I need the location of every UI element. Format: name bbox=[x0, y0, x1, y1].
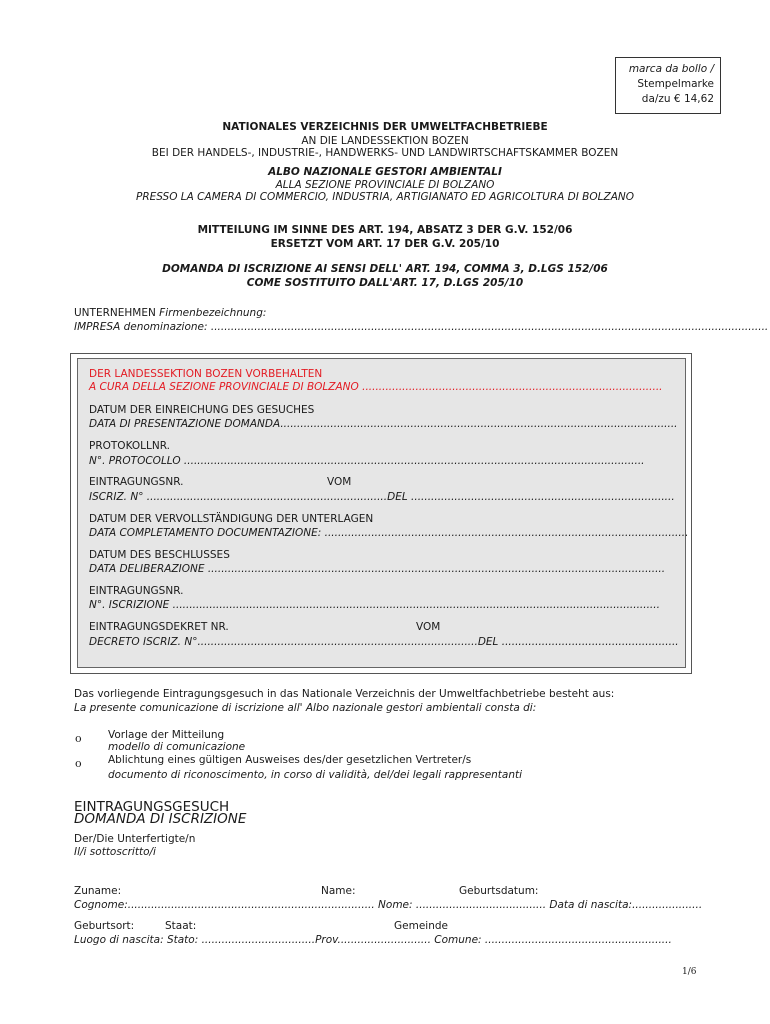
application-title-de: EINTRAGUNGSGESUCH bbox=[74, 799, 230, 815]
office-reserved-it: A CURA DELLA SEZIONE PROVINCIALE DI BOLZANO .......................................................................................... bbox=[89, 381, 663, 393]
stamp-line-1: marca da bollo / bbox=[628, 63, 714, 75]
signer-de: Der/Die Unterfertigte/n bbox=[74, 833, 196, 845]
reg-number-field[interactable]: N°. ISCRIZIONE .................................................................................................................................................. bbox=[89, 599, 660, 611]
birthplace-label: Geburtsort: bbox=[74, 920, 135, 932]
registration-no-de: EINTRAGUNGSNR. bbox=[89, 476, 184, 488]
item-2-de: Ablichtung eines gültigen Ausweises des/der gesetzlichen Vertreter/s bbox=[108, 754, 472, 766]
decree-vom: VOM bbox=[416, 621, 441, 633]
person-line-2-field[interactable]: Luogo di nascita: Stato: ..................................Prov............................ Comune: ........................................................ bbox=[74, 934, 672, 946]
company-de-label-row bbox=[74, 307, 266, 319]
submission-date-de: DATUM DER EINREICHUNG DES GESUCHES bbox=[89, 404, 315, 416]
name-label: Name: bbox=[321, 885, 356, 897]
subject-de-line-1: MITTEILUNG IM SINNE DES ART. 194, ABSATZ 3 DER G.V. 152/06 bbox=[197, 224, 573, 236]
decree-field[interactable]: DECRETO ISCRIZ. N°....................................................................................DEL ..................................................... bbox=[89, 636, 679, 648]
signer-it: Il/i sottoscritto/i bbox=[74, 846, 156, 858]
page-number: 1/6 bbox=[682, 967, 697, 977]
birthdate-label: Geburtsdatum: bbox=[459, 885, 539, 897]
checkbox-bullet[interactable]: o bbox=[75, 757, 82, 770]
header-it-line-3: PRESSO LA CAMERA DI COMMERCIO, INDUSTRIA, ARTIGIANATO ED AGRICOLTURA DI BOLZANO bbox=[135, 191, 634, 203]
subject-it-line-1: DOMANDA DI ISCRIZIONE AI SENSI DELL' ART. 194, COMMA 3, D.LGS 152/06 bbox=[162, 263, 608, 275]
stamp-line-2: Stempelmarke bbox=[637, 78, 714, 90]
item-2-it: documento di riconoscimento, in corso di validità, del/dei legali rappresentanti bbox=[108, 769, 523, 781]
header-de-title: NATIONALES VERZEICHNIS DER UMWELTFACHBETRIEBE bbox=[222, 121, 548, 133]
subject-it-line-2: COME SOSTITUITO DALL'ART. 17, D.LGS 205/10 bbox=[246, 277, 524, 289]
state-label: Staat: bbox=[165, 920, 197, 932]
completion-date-de: DATUM DER VERVOLLSTÄNDIGUNG DER UNTERLAGEN bbox=[89, 513, 374, 525]
registration-field[interactable]: ISCRIZ. N° ........................................................................DEL ............................................................................... bbox=[89, 491, 675, 503]
application-title-it: DOMANDA DI ISCRIZIONE bbox=[74, 811, 247, 827]
composition-de: Das vorliegende Eintragungsgesuch in das Nationale Verzeichnis der Umweltfachbetriebe besteht aus: bbox=[74, 688, 615, 700]
company-de-label: UNTERNEHMEN bbox=[74, 307, 156, 319]
surname-label: Zuname: bbox=[74, 885, 122, 897]
header-it-title: ALBO NAZIONALE GESTORI AMBIENTALI bbox=[268, 166, 502, 178]
checkbox-bullet[interactable]: o bbox=[75, 732, 82, 745]
header-de-line-2: AN DIE LANDESSEKTION BOZEN bbox=[301, 135, 469, 147]
stamp-line-3: da/zu € 14,62 bbox=[641, 93, 714, 105]
reg-number-de: EINTRAGUNGSNR. bbox=[89, 585, 184, 597]
item-1-de: Vorlage der Mitteilung bbox=[108, 729, 225, 741]
protocol-field[interactable]: N°. PROTOCOLLO .......................................................................................................................................... bbox=[89, 455, 645, 467]
header-de-line-3: BEI DER HANDELS-, INDUSTRIE-, HANDWERKS- UND LANDWIRTSCHAFTSKAMMER BOZEN bbox=[151, 147, 619, 159]
composition-it: La presente comunicazione di iscrizione all' Albo nazionale gestori ambientali consta di: bbox=[74, 702, 537, 714]
completion-date-field[interactable]: DATA COMPLETAMENTO DOCUMENTAZIONE: ............................................................................................................. bbox=[89, 527, 689, 539]
registration-vom: VOM bbox=[327, 476, 352, 488]
header-it-line-2: ALLA SEZIONE PROVINCIALE DI BOLZANO bbox=[275, 179, 495, 191]
item-1-it: modello di comunicazione bbox=[108, 741, 246, 753]
company-name-field[interactable]: IMPRESA denominazione: ....................................................................................................................................................................... bbox=[74, 321, 769, 333]
subject-de-line-2: ERSETZT VOM ART. 17 DER G.V. 205/10 bbox=[270, 238, 500, 250]
stamp-box bbox=[615, 57, 721, 114]
municipality-label: Gemeinde bbox=[394, 920, 448, 932]
office-reserved-de: DER LANDESSEKTION BOZEN VORBEHALTEN bbox=[89, 368, 323, 380]
decree-no-de: EINTRAGUNGSDEKRET NR. bbox=[89, 621, 229, 633]
protocol-de: PROTOKOLLNR. bbox=[89, 440, 170, 452]
resolution-date-field[interactable]: DATA DELIBERAZIONE ......................................................................................................................................... bbox=[89, 563, 666, 575]
submission-date-field[interactable]: DATA DI PRESENTAZIONE DOMANDA....................................................................................................................... bbox=[89, 418, 678, 430]
company-de-sublabel: Firmenbezeichnung: bbox=[159, 307, 267, 319]
person-line-1-field[interactable]: Cognome:.......................................................................... Nome: ....................................... Data di nascita:..................... bbox=[74, 899, 703, 911]
resolution-date-de: DATUM DES BESCHLUSSES bbox=[89, 549, 230, 561]
